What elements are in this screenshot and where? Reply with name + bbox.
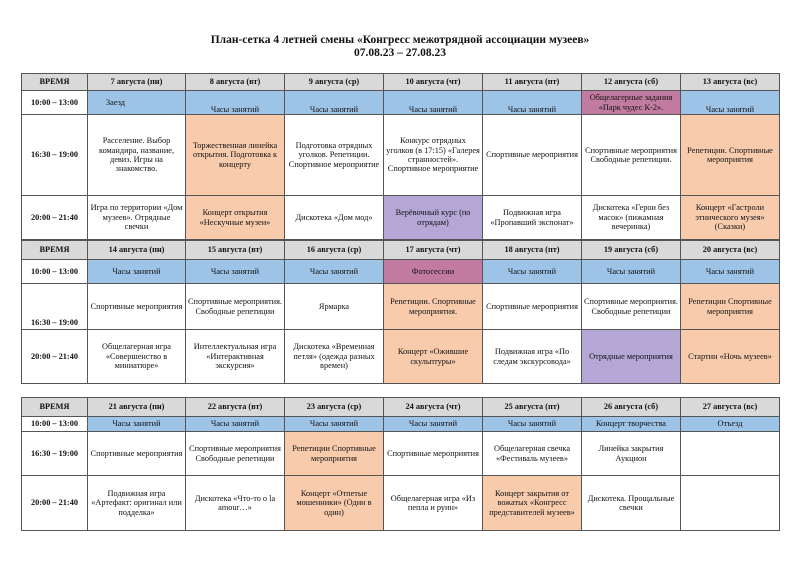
activity-cell: Репетиции Спортивные мероприятия — [285, 432, 384, 476]
header-time: ВРЕМЯ — [22, 398, 88, 417]
activity-cell: Спортивные мероприятия — [483, 284, 582, 330]
header-day: 26 августа (сб) — [582, 398, 681, 417]
activity-cell: Спортивные мероприятия Свободные репетиции. — [582, 115, 681, 196]
time-cell: 16:30 – 19:00 — [22, 115, 88, 196]
time-cell: 16:30 – 19:00 — [22, 284, 88, 330]
activity-cell: Спортивные мероприятия. Свободные репетиции — [582, 284, 681, 330]
header-day: 23 августа (ср) — [285, 398, 384, 417]
activity-cell: Репетиции. Спортивные мероприятия. — [384, 284, 483, 330]
time-cell: 20:00 – 21:40 — [22, 196, 88, 240]
schedule-table-week-1 — [21, 73, 780, 240]
activity-cell: Часы занятий — [483, 417, 582, 432]
row-afternoon — [22, 115, 780, 196]
activity-cell: Часы занятий — [88, 417, 186, 432]
time-cell: 20:00 – 21:40 — [22, 330, 88, 384]
activity-cell: Часы занятий — [681, 260, 780, 284]
header-day: 16 августа (ср) — [285, 241, 384, 260]
activity-cell: Конкурс отрядных уголков (в 17:15) «Галерея странностей». Спортивное мероприятие — [384, 115, 483, 196]
activity-cell: Спортивные мероприятия — [483, 115, 582, 196]
activity-cell: Дискотека «Временная петля» (одежда разных времен) — [285, 330, 384, 384]
activity-cell: Часы занятий — [384, 417, 483, 432]
activity-cell: Концерт закрытия от вожатых «Конгресс представителей музеев» — [483, 476, 582, 531]
row-evening — [22, 196, 780, 240]
activity-cell: Концерт «Ожившие скульптуры» — [384, 330, 483, 384]
activity-cell: Расселение. Выбор командира, название, девиз. Игры на знакомство. — [88, 115, 186, 196]
activity-cell: Часы занятий — [582, 260, 681, 284]
page-title: План-сетка 4 летней смены «Конгресс межотрядной ассоциации музеев» — [210, 34, 590, 46]
time-cell: 10:00 – 13:00 — [22, 417, 88, 432]
activity-cell: Часы занятий — [186, 91, 285, 115]
activity-cell: Спортивные мероприятия — [384, 432, 483, 476]
activity-cell: Дискотека «Герои без масок» (пижамная вечеринка) — [582, 196, 681, 240]
activity-cell: Репетиции Спортивные мероприятия — [681, 284, 780, 330]
schedule-table-week-3 — [21, 397, 780, 531]
activity-cell: Спортивные мероприятия — [88, 432, 186, 476]
activity-cell: Репетиции. Спортивные мероприятия — [681, 115, 780, 196]
header-day: 24 августа (чт) — [384, 398, 483, 417]
header-day: 8 августа (вт) — [186, 74, 285, 91]
activity-cell: Подвижная игра «Пропавший экспонат» — [483, 196, 582, 240]
activity-cell: Часы занятий — [483, 91, 582, 115]
activity-cell: Концерт «Отпетые мошенники» (Один в один) — [285, 476, 384, 531]
row-morning — [22, 91, 780, 115]
header-day: 25 августа (пт) — [483, 398, 582, 417]
activity-cell: Дискотека «Что-то о la amour…» — [186, 476, 285, 531]
row-afternoon — [22, 284, 780, 330]
header-day: 17 августа (чт) — [384, 241, 483, 260]
activity-cell: Концерт открытия «Нескучные музеи» — [186, 196, 285, 240]
header-day: 11 августа (пт) — [483, 74, 582, 91]
header-day: 13 августа (вс) — [681, 74, 780, 91]
activity-cell: Ярмарка — [285, 284, 384, 330]
header-day: 9 августа (ср) — [285, 74, 384, 91]
time-cell: 16:30 – 19:00 — [22, 432, 88, 476]
activity-cell: Дискотека «Дом мод» — [285, 196, 384, 240]
activity-cell: Концерт «Гастроли этнического музея» (Сказки) — [681, 196, 780, 240]
activity-cell: Фотосессии — [384, 260, 483, 284]
activity-cell: Часы занятий — [186, 260, 285, 284]
activity-cell: Спортивные мероприятия — [88, 284, 186, 330]
activity-cell: Интеллектуальная игра «Интерактивная экскурсия» — [186, 330, 285, 384]
activity-cell: Часы занятий — [186, 417, 285, 432]
page-date-range: 07.08.23 – 27.08.23 — [354, 47, 446, 59]
activity-cell: Общелагерная игра «Совершенство в миниатюре» — [88, 330, 186, 384]
header-day: 21 августа (пн) — [88, 398, 186, 417]
activity-cell: Часы занятий — [483, 260, 582, 284]
activity-cell: Общелагерная игра «Из пепла и руин» — [384, 476, 483, 531]
row-evening — [22, 476, 780, 531]
activity-cell: Торжественная линейка открытия. Подготовка к концерту — [186, 115, 285, 196]
header-day: 12 августа (сб) — [582, 74, 681, 91]
activity-cell: Подвижная игра «По следам экскурсовода» — [483, 330, 582, 384]
activity-cell: Отъезд — [681, 417, 780, 432]
activity-cell: Подготовка отрядных уголков. Репетиции. Спортивное мероприятие — [285, 115, 384, 196]
activity-cell: Спортивные мероприятия Свободные репетиции — [186, 432, 285, 476]
header-time: ВРЕМЯ — [22, 74, 88, 91]
header-day: 20 августа (вс) — [681, 241, 780, 260]
activity-cell: Заезд — [88, 91, 186, 115]
activity-cell — [681, 432, 780, 476]
time-cell: 10:00 – 13:00 — [22, 91, 88, 115]
header-time: ВРЕМЯ — [22, 241, 88, 260]
header-day: 14 августа (пн) — [88, 241, 186, 260]
activity-cell: Часы занятий — [285, 260, 384, 284]
header-row — [22, 398, 780, 417]
activity-cell: Отрядные мероприятия — [582, 330, 681, 384]
activity-cell: Часы занятий — [384, 91, 483, 115]
header-day: 19 августа (сб) — [582, 241, 681, 260]
activity-cell: Подвижная игра «Артефакт: оригинал или подделка» — [88, 476, 186, 531]
schedule-table-week-2 — [21, 240, 780, 384]
activity-cell: Игра по территории «Дом музеев». Отрядные свечки — [88, 196, 186, 240]
time-cell: 10:00 – 13:00 — [22, 260, 88, 284]
activity-cell: Дискотека. Прощальные свечки — [582, 476, 681, 531]
activity-cell: Часы занятий — [285, 91, 384, 115]
activity-cell: Концерт творчества — [582, 417, 681, 432]
header-day: 15 августа (вт) — [186, 241, 285, 260]
activity-cell: Часы занятий — [88, 260, 186, 284]
activity-cell: Спортивные мероприятия. Свободные репетиции — [186, 284, 285, 330]
activity-cell: Верёвочный курс (по отрядам) — [384, 196, 483, 240]
header-day: 10 августа (чт) — [384, 74, 483, 91]
time-cell: 20:00 – 21:40 — [22, 476, 88, 531]
header-row — [22, 241, 780, 260]
row-morning — [22, 260, 780, 284]
activity-cell: Часы занятий — [681, 91, 780, 115]
header-day: 22 августа (вт) — [186, 398, 285, 417]
row-morning — [22, 417, 780, 432]
header-day: 27 августа (вс) — [681, 398, 780, 417]
row-evening — [22, 330, 780, 384]
activity-cell: Общелагерная свечка «Фестиваль музеев» — [483, 432, 582, 476]
row-afternoon — [22, 432, 780, 476]
activity-cell: Общелагерные задания «Парк чудес К-2». — [582, 91, 681, 115]
activity-cell: Линейка закрытия Аукцион — [582, 432, 681, 476]
header-day: 18 августа (пт) — [483, 241, 582, 260]
header-day: 7 августа (пн) — [88, 74, 186, 91]
header-row — [22, 74, 780, 91]
activity-cell: Стартин «Ночь музеев» — [681, 330, 780, 384]
activity-cell — [681, 476, 780, 531]
activity-cell: Часы занятий — [285, 417, 384, 432]
